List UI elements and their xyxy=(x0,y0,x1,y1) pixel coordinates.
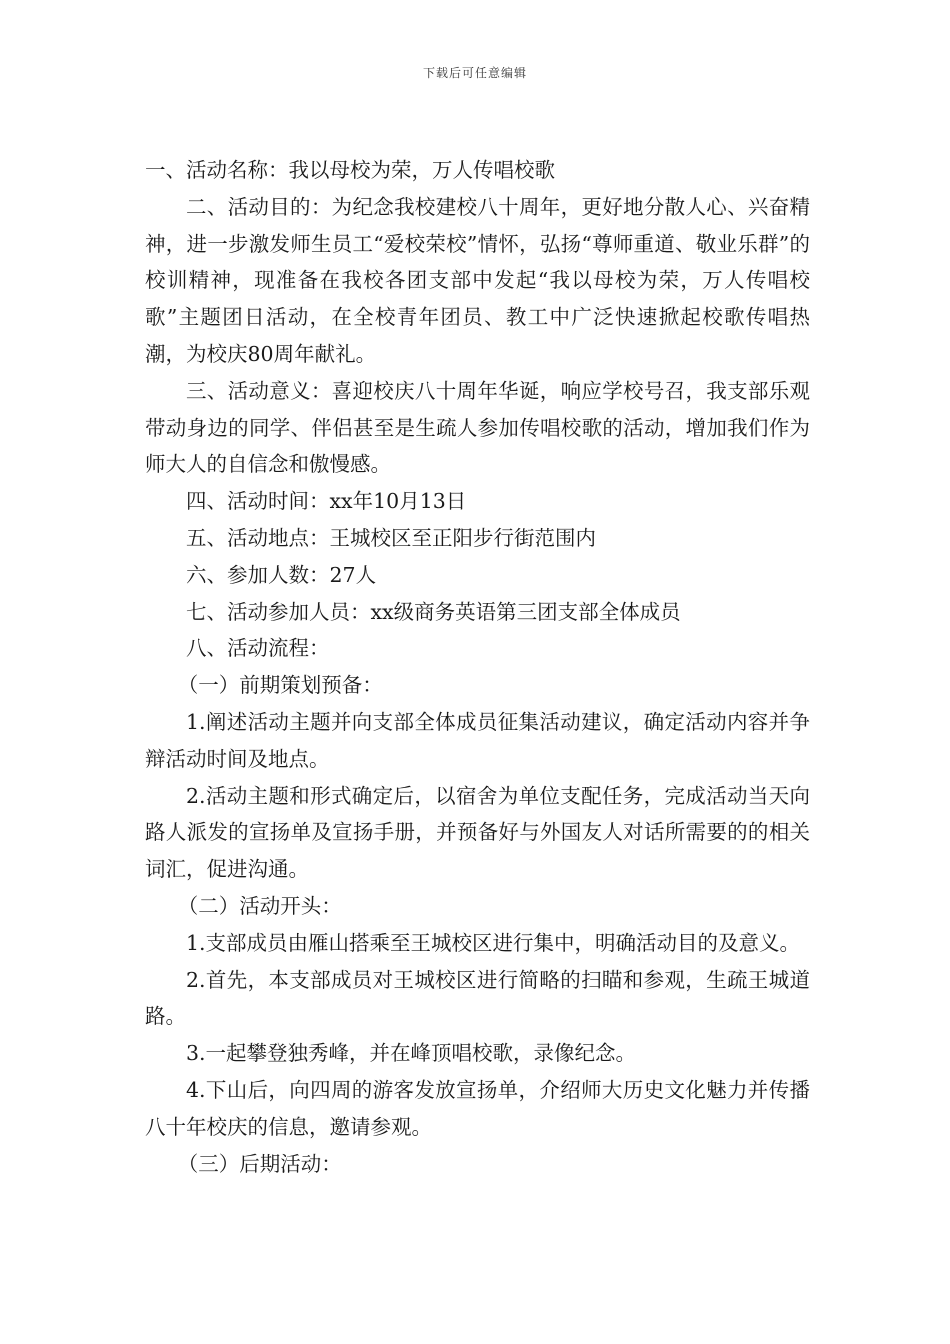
list-item-prep-2: 2.活动主题和形式确定后，以宿舍为单位支配任务，完成活动当天向路人派发的宣扬单及宣扬手册，并预备好与外国友人对话所需要的的相关词汇，促进沟通。 xyxy=(145,783,810,882)
subheading-later-activity: （三）后期活动： xyxy=(177,1151,342,1176)
list-item-start-3: 3.一起攀登独秀峰，并在峰顶唱校歌，录像纪念。 xyxy=(186,1041,637,1066)
list-item-start-4: 4.下山后，向四周的游客发放宣扬单，介绍师大历史文化魅力并传播八十年校庆的信息，邀请参观。 xyxy=(145,1077,810,1139)
paragraph-participants: 七、活动参加人员：xx级商务英语第三团支部全体成员 xyxy=(186,599,681,624)
paragraph-activity-location: 五、活动地点：王城校区至正阳步行街范围内 xyxy=(186,525,596,550)
paragraph-activity-time: 四、活动时间：xx年10月13日 xyxy=(186,489,467,514)
list-item-start-1: 1.支部成员由雁山搭乘至王城校区进行集中，明确活动目的及意义。 xyxy=(186,930,801,955)
paragraph-activity-significance: 三、活动意义：喜迎校庆八十周年华诞，响应学校号召，我支部乐观带动身边的同学、伴侣甚至是生疏人参加传唱校歌的活动，增加我们作为师大人的自信念和傲慢感。 xyxy=(145,378,810,477)
paragraph-activity-purpose: 二、活动目的：为纪念我校建校八十周年，更好地分散人心、兴奋精神，进一步激发师生员工“爱校荣校”情怀，弘扬“尊师重道、敬业乐群”的校训精神，现准备在我校各团支部中发起“我以母校为荣，万人传唱校歌”主题团日活动，在全校青年团员、教工中广泛快速掀起校歌传唱热潮，为校庆80周年献礼。 xyxy=(145,194,810,366)
subheading-activity-start: （二）活动开头： xyxy=(177,893,342,918)
subheading-preparation: （一）前期策划预备： xyxy=(177,673,383,698)
document-body xyxy=(145,152,810,1182)
paragraph-activity-name: 一、活动名称：我以母校为荣，万人传唱校歌 xyxy=(145,158,555,182)
list-item-prep-1: 1.阐述活动主题并向支部全体成员征集活动建议，确定活动内容并争辩活动时间及地点。 xyxy=(145,709,810,771)
page-header: 下载后可任意编辑 xyxy=(422,66,527,80)
paragraph-activity-process: 八、活动流程： xyxy=(186,636,330,661)
list-item-start-2: 2.首先，本支部成员对王城校区进行简略的扫瞄和参观，生疏王城道路。 xyxy=(145,967,810,1029)
paragraph-participant-count: 六、参加人数：27人 xyxy=(186,562,377,587)
